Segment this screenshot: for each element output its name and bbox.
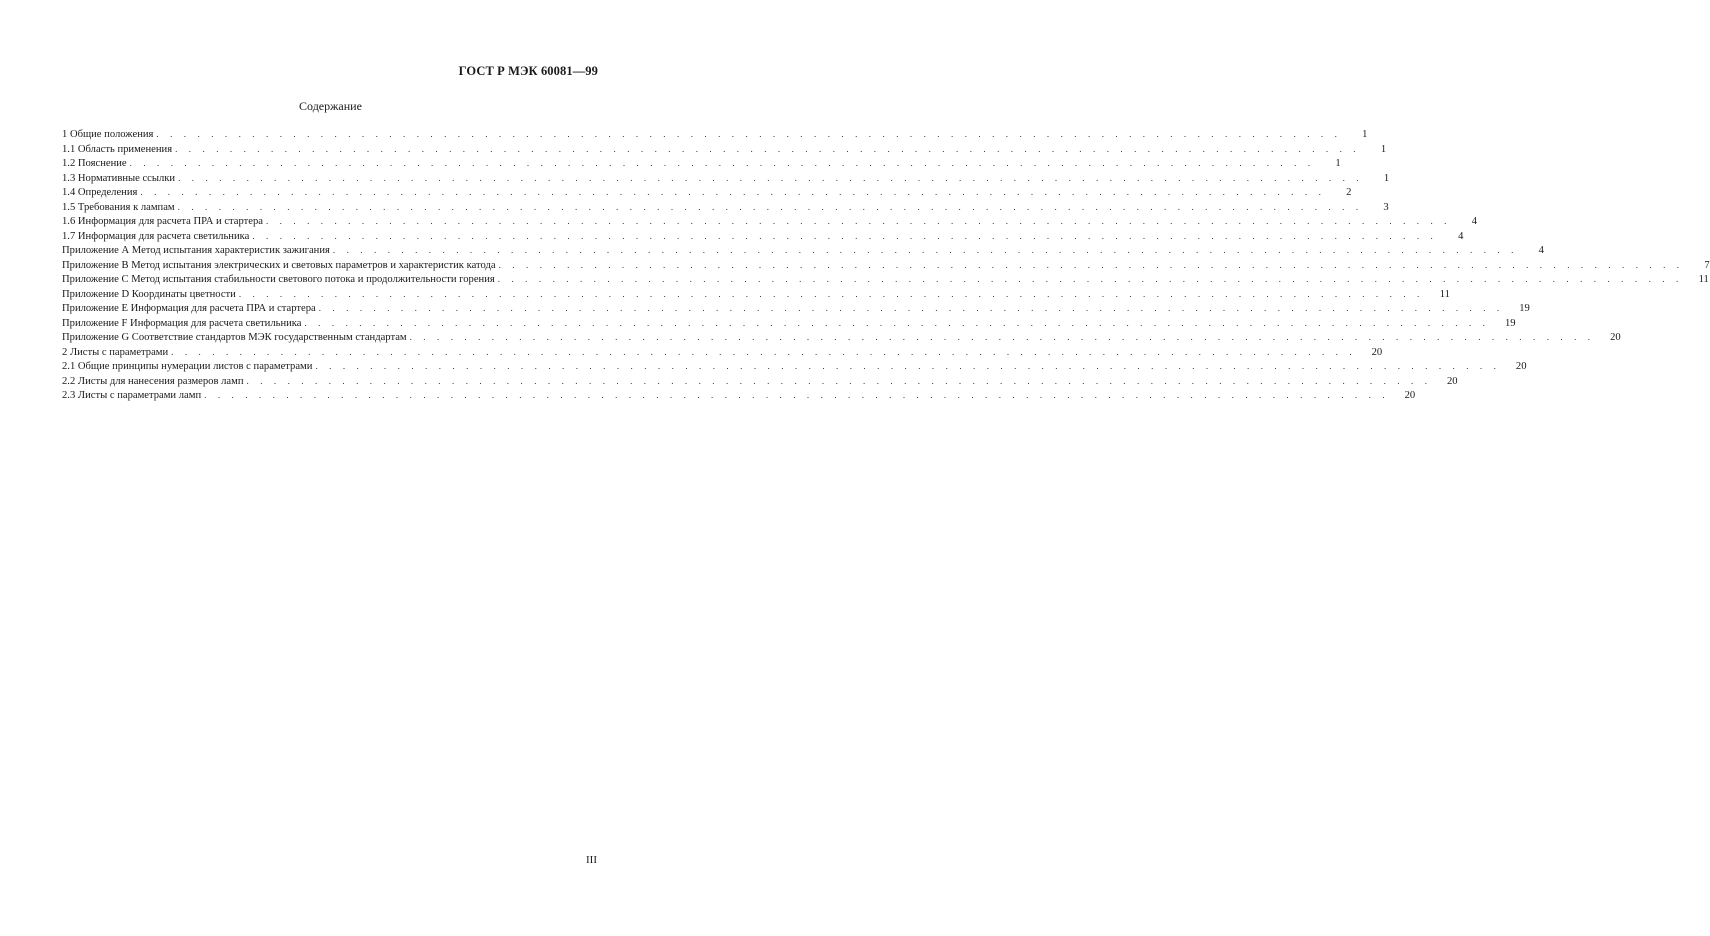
toc-entry-label: 1.6 Информация для расчета ПРА и стартера [62,216,263,227]
toc-entry-page: 4 [1471,216,1478,227]
toc-entry[interactable] [62,243,1544,258]
toc-entry-page: 20 [1610,332,1621,343]
toc-entry-label: 1.2 Пояснение [62,158,127,169]
toc-entry-label: 1.5 Требования к лампам [62,201,175,213]
toc-entry[interactable] [62,127,1368,142]
toc-dot-leader: . . . . . . . . . . . . . . . . . . . . . . . . . . . . . . . . . . . . . . . . . . . . . . . . . . . . . . . . . . . . . . . . . . . . . . . . . . . . . . . . . . . . . . . [178,172,1364,183]
toc-dot-leader: . . . . . . . . . . . . . . . . . . . . . . . . . . . . . . . . . . . . . . . . . . . . . . . . . . . . . . . . . . . . . . . . . . . . . . . . . . . . . . . . . . . . . . . [177,201,1363,212]
toc-entry-label: 2.1 Общие принципы нумерации листов с параметрами [62,361,313,372]
toc-entry[interactable] [62,345,1383,360]
document-code: ГОСТ Р МЭК 60081—99 [458,64,598,78]
toc-entry[interactable] [62,272,1709,287]
toc-entry-page: 20 [1404,390,1416,401]
toc-entry-label: Приложение D Координаты цветности [62,288,236,300]
toc-entry-label: Приложение В Метод испытания электрических и световых параметров и характеристик катода [62,259,496,271]
table-of-contents [62,127,1710,403]
toc-entry[interactable] [62,359,1527,374]
toc-entry-label: 2.2 Листы для нанесения размеров ламп [62,375,244,387]
toc-entry-page: 4 [1538,245,1544,256]
toc-entry-label: Приложение С Метод испытания стабильности светового потока и продолжительности горения [62,274,495,285]
toc-dot-leader: . . . . . . . . . . . . . . . . . . . . . . . . . . . . . . . . . . . . . . . . . . . . . . . . . . . . . . . . . . . . . . . . . . . . . . . . . . . . . . . . . . . . . . . [204,390,1390,400]
toc-entry-page: 7 [1704,259,1710,271]
toc-entry[interactable] [62,316,1516,331]
toc-dot-leader: . . . . . . . . . . . . . . . . . . . . . . . . . . . . . . . . . . . . . . . . . . . . . . . . . . . . . . . . . . . . . . . . . . . . . . . . . . . . . . . . . . . . . . . [252,230,1438,241]
toc-dot-leader: . . . . . . . . . . . . . . . . . . . . . . . . . . . . . . . . . . . . . . . . . . . . . . . . . . . . . . . . . . . . . . . . . . . . . . . . . . . . . . . . . . . . . . . [332,245,1518,255]
toc-entry-label: 1.1 Область применения [62,143,173,155]
toc-entry-page: 19 [1519,303,1530,314]
toc-entry[interactable] [62,374,1458,389]
toc-entry[interactable] [62,229,1464,244]
toc-entry-page: 1 [1362,129,1368,140]
toc-entry-label: Приложение Е Информация для расчета ПРА и стартера [62,303,316,314]
toc-dot-leader: . . . . . . . . . . . . . . . . . . . . . . . . . . . . . . . . . . . . . . . . . . . . . . . . . . . . . . . . . . . . . . . . . . . . . . . . . . . . . . . . . . . . . . . [409,332,1595,342]
toc-dot-leader: . . . . . . . . . . . . . . . . . . . . . . . . . . . . . . . . . . . . . . . . . . . . . . . . . . . . . . . . . . . . . . . . . . . . . . . . . . . . . . . . . . . . . . . [156,129,1342,139]
toc-dot-leader: . . . . . . . . . . . . . . . . . . . . . . . . . . . . . . . . . . . . . . . . . . . . . . . . . . . . . . . . . . . . . . . . . . . . . . . . . . . . . . . . . . . . . . . [171,346,1357,357]
toc-entry-page: 20 [1515,361,1527,372]
toc-entry[interactable] [62,171,1390,186]
toc-title: Содержание [299,99,362,113]
toc-dot-leader: . . . . . . . . . . . . . . . . . . . . . . . . . . . . . . . . . . . . . . . . . . . . . . . . . . . . . . . . . . . . . . . . . . . . . . . . . . . . . . . . . . . . . . . [238,288,1424,299]
page-number: III [586,854,597,866]
toc-entry-label: 1.4 Определения [62,187,138,198]
toc-dot-leader: . . . . . . . . . . . . . . . . . . . . . . . . . . . . . . . . . . . . . . . . . . . . . . . . . . . . . . . . . . . . . . . . . . . . . . . . . . . . . . . . . . . . . . . [246,375,1432,386]
toc-entry[interactable] [62,214,1478,229]
toc-entry-label: Приложение А Метод испытания характеристик зажигания [62,245,330,256]
toc-dot-leader: . . . . . . . . . . . . . . . . . . . . . . . . . . . . . . . . . . . . . . . . . . . . . . . . . . . . . . . . . . . . . . . . . . . . . . . . . . . . . . . . . . . . . . . [315,361,1501,371]
toc-entry-page: 2 [1346,187,1352,198]
toc-entry-page: 11 [1698,274,1709,285]
toc-entry-page: 3 [1383,201,1389,213]
toc-entry-page: 19 [1504,317,1516,329]
toc-entry-label: Приложение G Соответствие стандартов МЭК государственным стандартам [62,332,407,343]
toc-entry-label: 2.3 Листы с параметрами ламп [62,390,202,401]
toc-entry-label: 1 Общие положения [62,129,154,140]
toc-entry-label: 1.7 Информация для расчета светильника [62,230,250,242]
toc-dot-leader: . . . . . . . . . . . . . . . . . . . . . . . . . . . . . . . . . . . . . . . . . . . . . . . . . . . . . . . . . . . . . . . . . . . . . . . . . . . . . . . . . . . . . . . [129,158,1315,168]
toc-entry[interactable] [62,287,1450,302]
toc-dot-leader: . . . . . . . . . . . . . . . . . . . . . . . . . . . . . . . . . . . . . . . . . . . . . . . . . . . . . . . . . . . . . . . . . . . . . . . . . . . . . . . . . . . . . . . [318,303,1504,313]
toc-entry-label: 2 Листы с параметрами [62,346,169,358]
toc-dot-leader: . . . . . . . . . . . . . . . . . . . . . . . . . . . . . . . . . . . . . . . . . . . . . . . . . . . . . . . . . . . . . . . . . . . . . . . . . . . . . . . . . . . . . . . [498,259,1684,270]
toc-dot-leader: . . . . . . . . . . . . . . . . . . . . . . . . . . . . . . . . . . . . . . . . . . . . . . . . . . . . . . . . . . . . . . . . . . . . . . . . . . . . . . . . . . . . . . . [497,274,1683,284]
toc-entry-page: 4 [1458,230,1464,242]
toc-entry-page: 1 [1335,158,1341,169]
toc-entry-label: 1.3 Нормативные ссылки [62,172,176,184]
toc-entry-page: 11 [1439,288,1450,300]
toc-entry[interactable] [62,330,1621,345]
toc-entry-page: 20 [1371,346,1383,358]
toc-entry[interactable] [62,258,1710,273]
toc-entry[interactable] [62,185,1352,200]
toc-dot-leader: . . . . . . . . . . . . . . . . . . . . . . . . . . . . . . . . . . . . . . . . . . . . . . . . . . . . . . . . . . . . . . . . . . . . . . . . . . . . . . . . . . . . . . . [175,143,1361,154]
toc-entry[interactable] [62,156,1341,171]
toc-entry-page: 1 [1383,172,1390,184]
toc-entry[interactable] [62,142,1387,157]
toc-entry-page: 20 [1446,375,1458,387]
toc-entry[interactable] [62,200,1389,215]
toc-entry-label: Приложение F Информация для расчета светильника [62,317,302,329]
toc-entry[interactable] [62,388,1416,403]
toc-entry-page: 1 [1380,143,1387,155]
toc-dot-leader: . . . . . . . . . . . . . . . . . . . . . . . . . . . . . . . . . . . . . . . . . . . . . . . . . . . . . . . . . . . . . . . . . . . . . . . . . . . . . . . . . . . . . . . [265,216,1452,226]
toc-entry[interactable] [62,301,1530,316]
toc-dot-leader: . . . . . . . . . . . . . . . . . . . . . . . . . . . . . . . . . . . . . . . . . . . . . . . . . . . . . . . . . . . . . . . . . . . . . . . . . . . . . . . . . . . . . . . [304,317,1490,328]
toc-dot-leader: . . . . . . . . . . . . . . . . . . . . . . . . . . . . . . . . . . . . . . . . . . . . . . . . . . . . . . . . . . . . . . . . . . . . . . . . . . . . . . . . . . . . . . . [140,187,1326,197]
